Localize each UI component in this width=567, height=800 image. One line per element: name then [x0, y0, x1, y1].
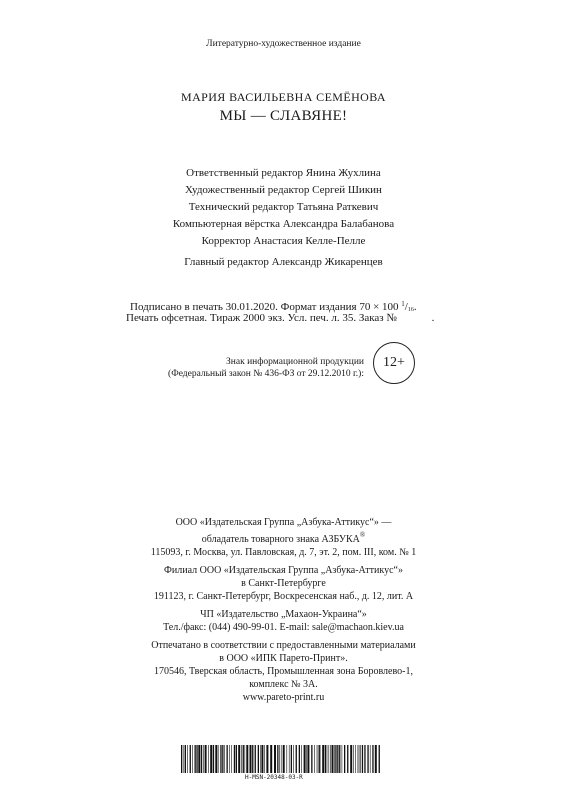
ukraine-line: Тел./факс: (044) 490-99-01. E-mail: sale@machaon.kiev.ua [163, 622, 404, 633]
print-info-line1: Подписано в печать 30.01.2020. Формат издания 70 × 100 $^1$/16. [130, 300, 417, 313]
printer-line: Отпечатано в соответствии с предоставленными материалами [151, 640, 416, 651]
publisher-line: обладатель товарного знака АЗБУКА® [201, 531, 366, 545]
credit-line: Технический редактор Татьяна Раткевич [188, 201, 379, 213]
barcode [181, 745, 381, 773]
edition-type: Литературно-художественное издание [206, 39, 361, 49]
credit-line: Компьютерная вёрстка Александра Балабанова [172, 218, 395, 230]
publisher-line: ООО «Издательская Группа „Азбука-Аттикус“» — [175, 517, 392, 528]
printer-website: www.pareto-print.ru [242, 692, 325, 703]
branch-line: 191123, г. Санкт-Петербург, Воскресенская наб., д. 12, лит. А [153, 591, 414, 602]
author-name: МАРИЯ ВАСИЛЬЕВНА СЕМЁНОВА [181, 90, 386, 104]
print-info-line2: Печать офсетная. Тираж 2000 экз. Усл. печ. л. 35. Заказ № . [126, 312, 435, 324]
ukraine-line: ЧП «Издательство „Махаон-Украина“» [200, 609, 367, 620]
age-rating-label: Знак информационной продукции (Федеральный закон № 436-ФЗ от 29.12.2010 г.): [168, 357, 364, 379]
age-rating-badge: 12+ [373, 342, 415, 384]
credit-line: Ответственный редактор Янина Жухлина [186, 167, 381, 179]
branch-line: Филиал ООО «Издательская Группа „Азбука-Аттикус“» [164, 565, 403, 576]
branch-line: в Санкт-Петербурге [241, 578, 326, 589]
credit-line: Художественный редактор Сергей Шикин [185, 184, 382, 196]
credit-line: Корректор Анастасия Келле-Пелле [201, 235, 366, 247]
credits-list [0, 166, 567, 251]
publisher-block [0, 516, 567, 704]
printer-line: в ООО «ИПК Парето-Принт». [219, 653, 348, 664]
printer-line: 170546, Тверская область, Промышленная зона Боровлево-1, [154, 666, 413, 677]
printer-line: комплекс № 3А. [249, 679, 318, 690]
chief-editor: Главный редактор Александр Жикаренцев [184, 256, 383, 268]
publisher-line: 115093, г. Москва, ул. Павловская, д. 7, эт. 2, пом. III, ком. № 1 [150, 547, 417, 558]
barcode-code: H-MSN-20348-03-R [245, 774, 303, 781]
book-title: МЫ — СЛАВЯНЕ! [219, 108, 348, 124]
